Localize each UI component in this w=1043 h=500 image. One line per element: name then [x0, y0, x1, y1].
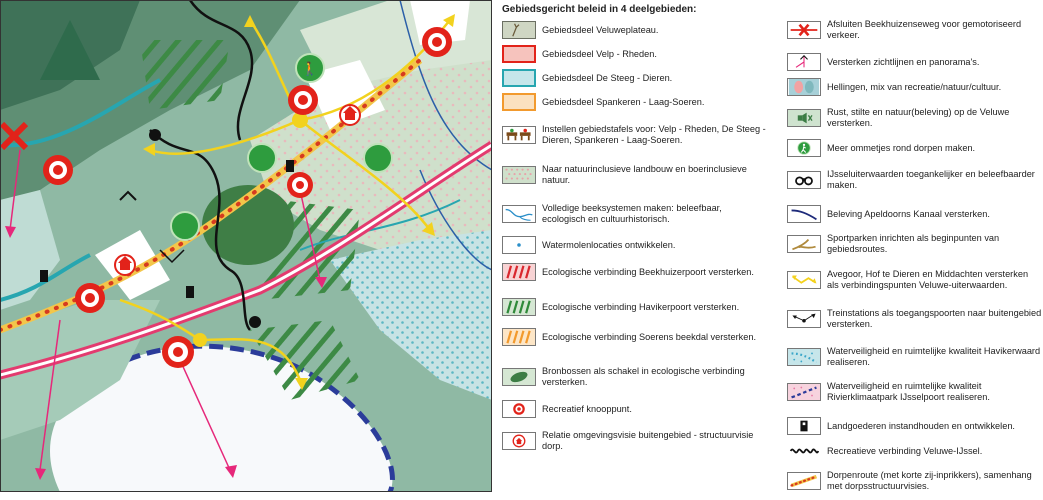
treinstations-arrows-icon — [787, 310, 821, 328]
watermolen-dot-icon — [502, 236, 536, 254]
omgevingsvisie-house-icon — [502, 432, 536, 450]
gebiedstafels-icon — [502, 126, 536, 144]
legend-item-velp-rheden: Gebiedsdeel Velp - Rheden. — [502, 45, 767, 63]
legend-item-zichtlijnen: Versterken zichtlijnen en panorama's. — [787, 53, 1042, 71]
havikerpoort-hatch-1 — [140, 40, 230, 110]
bronbossen-blob-icon — [502, 368, 536, 386]
legend-item-havikerwaard: Waterveiligheid en ruimtelijke kwaliteit Havikerwaard realiseren. — [787, 346, 1042, 368]
velp-rheden-swatch — [502, 45, 536, 63]
apeldoorns-kanaal-line-icon — [787, 205, 821, 223]
legend-item-ijsseluiterwaarden: IJsseluiterwaarden toegankelijker en beleefbaarder maken. — [787, 169, 1042, 191]
veluwe-plateau-swatch — [502, 21, 536, 39]
rust-stilte-icon — [787, 109, 821, 127]
havikerpoort-hatch — [502, 298, 536, 316]
zichtlijnen-arrows-icon — [787, 53, 821, 71]
legend-item-gebiedstafels: Instellen gebiedstafels voor: Velp - Rheden, De Steeg - Dieren, Spankeren - Laag-Soeren. — [502, 124, 767, 146]
avegoor-arrows-icon — [787, 271, 821, 289]
legend-item-knooppunt: Recreatief knooppunt. — [502, 400, 767, 418]
svg-text:🚶: 🚶 — [301, 61, 319, 76]
ommetjes-walker-icon — [787, 139, 821, 157]
policy-map[interactable] — [0, 0, 492, 492]
legend-item-dorpenroute: Dorpenroute (met korte zij-inprikkers), samenhang met dorpsstructuurvisies. — [787, 470, 1042, 492]
recreatieve-verbinding-icon — [787, 442, 821, 460]
legend-item-apeldoorns-kanaal: Beleving Apeldoorns Kanaal versterken. — [787, 205, 1042, 223]
legend-item-rust-stilte: Rust, stilte en natuur(beleving) op de Veluwe versterken. — [787, 107, 1042, 129]
legend-item-ommetjes: Meer ommetjes rond dorpen maken. — [787, 139, 1042, 157]
legend-item-bronbossen: Bronbossen als schakel in ecologische verbinding versterken. — [502, 366, 767, 388]
dorpenroute-dotted-icon — [787, 472, 821, 490]
legend-item-beeksystemen: Volledige beeksystemen maken: beleefbaar, ecologisch en cultuurhistorisch. — [502, 203, 767, 225]
sportparken-icon — [787, 235, 821, 253]
legend-item-landgoederen: Landgoederen instandhouden en ontwikkelen. — [787, 417, 1042, 435]
legend-item-de-steeg: Gebiedsdeel De Steeg - Dieren. — [502, 69, 767, 87]
legend-item-watermolen: Watermolenlocaties ontwikkelen. — [502, 236, 767, 254]
legend-item-afsluiten: Afsluiten Beekhuizenseweg voor gemotoriseerd verkeer. — [787, 19, 1042, 41]
map-canvas — [0, 0, 492, 492]
legend-item-natuurinclusief: Naar natuurinclusieve landbouw en boerinclusieve natuur. — [502, 164, 767, 186]
afsluiten-cross-icon — [787, 21, 821, 39]
beekhuizerpoort-hatch — [502, 263, 536, 281]
map-legend — [500, 0, 1043, 500]
soerens-beekdal-hatch — [502, 328, 536, 346]
legend-item-hellingen: Hellingen, mix van recreatie/natuur/cultuur. — [787, 78, 1042, 96]
havikerwaard-dotted-icon — [787, 348, 821, 366]
legend-item-spankeren: Gebiedsdeel Spankeren - Laag-Soeren. — [502, 93, 767, 111]
legend-item-soerens-beekdal: Ecologische verbinding Soerens beekdal versterken. — [502, 328, 767, 346]
legend-item-treinstations: Treinstations als toegangspoorten naar buitengebied versterken. — [787, 308, 1042, 330]
legend-item-beekhuizerpoort: Ecologische verbinding Beekhuizerpoort versterken. — [502, 263, 767, 281]
recreatief-knooppunt-icon — [502, 400, 536, 418]
legend-item-rivierklimaatpark: Waterveiligheid en ruimtelijke kwaliteit Rivierklimaatpark IJsselpoort realiseren. — [787, 381, 1042, 403]
legend-item-avegoor: Avegoor, Hof te Dieren en Middachten versterken als verbindingspunten Veluwe-uiterwaarden. — [787, 269, 1042, 291]
rivierklimaatpark-dotted-icon — [787, 383, 821, 401]
hellingen-icon — [787, 78, 821, 96]
beeksystemen-icon — [502, 205, 536, 223]
spankeren-laag-soeren-swatch — [502, 93, 536, 111]
binoculars-icon — [787, 171, 821, 189]
landgoederen-icon — [787, 417, 821, 435]
legend-item-havikerpoort: Ecologische verbinding Havikerpoort versterken. — [502, 298, 767, 316]
legend-item-omgevingsvisie: Relatie omgevingsvisie buitengebied - structuurvisie dorp. — [502, 430, 767, 452]
natuurinclusieve-landbouw-pattern — [502, 166, 536, 184]
legend-title: Gebiedsgericht beleid in 4 deelgebieden: — [502, 4, 697, 15]
de-steeg-dieren-swatch — [502, 69, 536, 87]
legend-item-recreatieve-verbinding: Recreatieve verbinding Veluwe-IJssel. — [787, 442, 1042, 460]
legend-item-sportparken: Sportparken inrichten als beginpunten van gebiedsroutes. — [787, 233, 1042, 255]
legend-item-veluweplateau: Gebiedsdeel Veluweplateau. — [502, 21, 767, 39]
